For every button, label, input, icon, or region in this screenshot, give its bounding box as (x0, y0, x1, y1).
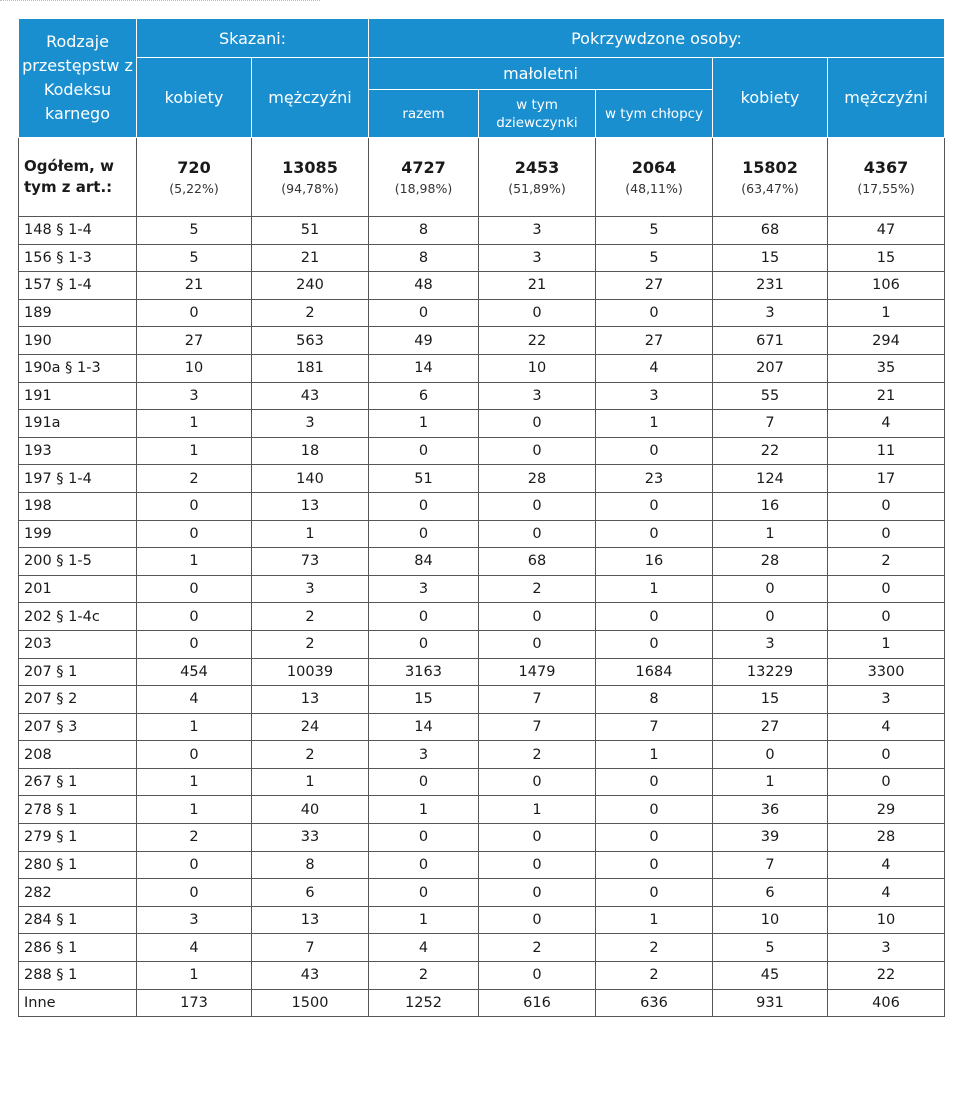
table-cell: 13 (252, 686, 369, 714)
table-cell: 2 (137, 824, 252, 852)
table-cell: 21 (252, 244, 369, 272)
total-row (19, 138, 945, 217)
total-row-label: Ogółem, w tym z art.: (19, 138, 137, 217)
table-cell: 0 (369, 520, 479, 548)
table-cell: 1252 (369, 989, 479, 1017)
table-cell: 0 (369, 630, 479, 658)
table-cell: 0 (596, 768, 713, 796)
article-label: 197 § 1-4 (19, 465, 137, 493)
table-cell: 4 (828, 879, 945, 907)
table-cell: 1 (596, 906, 713, 934)
table-cell: 2 (137, 465, 252, 493)
table-row (19, 410, 945, 438)
article-label: 286 § 1 (19, 934, 137, 962)
total-percentage: (63,47%) (741, 181, 799, 196)
table-cell: 0 (828, 741, 945, 769)
table-cell: 27 (596, 272, 713, 300)
minors-header: małoletni (369, 58, 713, 90)
table-cell: 21 (137, 272, 252, 300)
table-cell: 0 (713, 603, 828, 631)
table-cell: 0 (479, 520, 596, 548)
table-cell: 8 (596, 686, 713, 714)
table-cell: 0 (137, 603, 252, 631)
total-percentage: (5,22%) (169, 181, 219, 196)
table-cell: 7 (479, 686, 596, 714)
table-cell: 3163 (369, 658, 479, 686)
article-label: 199 (19, 520, 137, 548)
table-row (19, 603, 945, 631)
total-cell (137, 138, 252, 217)
table-cell: 8 (252, 851, 369, 879)
table-row (19, 299, 945, 327)
table-cell: 84 (369, 548, 479, 576)
crime-statistics-table (18, 18, 945, 1017)
table-cell: 0 (596, 603, 713, 631)
article-label: 156 § 1-3 (19, 244, 137, 272)
table-cell: 28 (479, 465, 596, 493)
table-cell: 0 (479, 630, 596, 658)
table-cell: 5 (713, 934, 828, 962)
table-cell: 1 (596, 410, 713, 438)
table-cell: 68 (479, 548, 596, 576)
table-cell: 2 (596, 962, 713, 990)
total-percentage: (51,89%) (508, 181, 566, 196)
table-cell: 240 (252, 272, 369, 300)
table-cell: 3 (137, 382, 252, 410)
table-cell: 68 (713, 217, 828, 245)
table-row (19, 658, 945, 686)
article-label: 191a (19, 410, 137, 438)
table-cell: 22 (479, 327, 596, 355)
table-cell: 140 (252, 465, 369, 493)
table-cell: 3 (479, 217, 596, 245)
table-cell: 43 (252, 962, 369, 990)
table-row (19, 851, 945, 879)
article-label: 284 § 1 (19, 906, 137, 934)
article-label: 198 (19, 492, 137, 520)
table-cell: 48 (369, 272, 479, 300)
table-cell: 0 (828, 575, 945, 603)
top-dotted-rule (0, 0, 320, 5)
table-cell: 22 (713, 437, 828, 465)
total-value: 4727 (401, 158, 446, 177)
table-cell: 5 (137, 244, 252, 272)
minors-girls-header: w tym dziewczynki (479, 90, 596, 138)
total-value: 4367 (863, 158, 909, 177)
total-cell (713, 138, 828, 217)
table-cell: 21 (828, 382, 945, 410)
total-value: 2064 (631, 158, 677, 177)
table-row (19, 465, 945, 493)
table-row (19, 741, 945, 769)
table-cell: 0 (479, 962, 596, 990)
table-cell: 3 (369, 575, 479, 603)
article-label: 208 (19, 741, 137, 769)
table-cell: 6 (252, 879, 369, 907)
table-cell: 36 (713, 796, 828, 824)
total-value: 720 (177, 158, 211, 177)
victims-women-header: kobiety (713, 58, 828, 138)
table-cell: 5 (596, 244, 713, 272)
table-row (19, 575, 945, 603)
table-cell: 3 (828, 686, 945, 714)
table-cell: 106 (828, 272, 945, 300)
table-header (19, 19, 945, 138)
table-cell: 0 (713, 575, 828, 603)
table-cell: 51 (369, 465, 479, 493)
table-cell: 1 (369, 906, 479, 934)
table-cell: 2 (252, 741, 369, 769)
table-cell: 3 (479, 244, 596, 272)
table-cell: 2 (596, 934, 713, 962)
table-cell: 0 (479, 824, 596, 852)
table-row (19, 879, 945, 907)
table-cell: 0 (828, 603, 945, 631)
table-cell: 27 (713, 713, 828, 741)
table-cell: 3 (252, 575, 369, 603)
table-cell: 1 (596, 741, 713, 769)
table-cell: 0 (828, 520, 945, 548)
table-cell: 0 (596, 879, 713, 907)
article-label: 207 § 2 (19, 686, 137, 714)
table-cell: 0 (596, 796, 713, 824)
convicted-women-header: kobiety (137, 58, 252, 138)
table-cell: 16 (596, 548, 713, 576)
article-label: 201 (19, 575, 137, 603)
table-row (19, 796, 945, 824)
convicted-header: Skazani: (137, 19, 369, 58)
table-cell: 1 (137, 713, 252, 741)
table-cell: 1 (137, 796, 252, 824)
table-row (19, 548, 945, 576)
table-cell: 10 (137, 354, 252, 382)
table-cell: 3 (137, 906, 252, 934)
article-label: 207 § 3 (19, 713, 137, 741)
table-row (19, 962, 945, 990)
article-label: 202 § 1-4c (19, 603, 137, 631)
table-cell: 0 (369, 851, 479, 879)
table-cell: 7 (713, 410, 828, 438)
article-label: 279 § 1 (19, 824, 137, 852)
table-row (19, 686, 945, 714)
article-label: 282 (19, 879, 137, 907)
table-cell: 1 (479, 796, 596, 824)
article-label: 191 (19, 382, 137, 410)
total-cell (369, 138, 479, 217)
victims-men-header: mężczyźni (828, 58, 945, 138)
table-cell: 0 (828, 768, 945, 796)
total-percentage: (94,78%) (281, 181, 339, 196)
table-cell: 0 (369, 768, 479, 796)
table-cell: 27 (137, 327, 252, 355)
table-cell: 73 (252, 548, 369, 576)
table-row (19, 630, 945, 658)
table-cell: 4 (137, 934, 252, 962)
table-cell: 10 (479, 354, 596, 382)
table-cell: 10039 (252, 658, 369, 686)
table-row (19, 906, 945, 934)
table-row (19, 327, 945, 355)
table-row (19, 520, 945, 548)
table-cell: 27 (596, 327, 713, 355)
table-cell: 1 (369, 410, 479, 438)
total-cell (828, 138, 945, 217)
table-cell: 1 (137, 410, 252, 438)
table-cell: 406 (828, 989, 945, 1017)
table-cell: 0 (137, 741, 252, 769)
table-cell: 39 (713, 824, 828, 852)
table-cell: 616 (479, 989, 596, 1017)
table-cell: 23 (596, 465, 713, 493)
table-cell: 0 (596, 824, 713, 852)
article-label: 190 (19, 327, 137, 355)
table-cell: 21 (479, 272, 596, 300)
table-cell: 35 (828, 354, 945, 382)
table-row (19, 354, 945, 382)
table-cell: 0 (479, 906, 596, 934)
table-cell: 4 (137, 686, 252, 714)
table-cell: 1684 (596, 658, 713, 686)
table-row (19, 272, 945, 300)
table-cell: 671 (713, 327, 828, 355)
table-cell: 45 (713, 962, 828, 990)
article-label: 267 § 1 (19, 768, 137, 796)
table-cell: 0 (137, 851, 252, 879)
table-cell: 0 (369, 299, 479, 327)
table-cell: 173 (137, 989, 252, 1017)
table-row (19, 934, 945, 962)
table-cell: 10 (828, 906, 945, 934)
table-cell: 7 (252, 934, 369, 962)
table-cell: 636 (596, 989, 713, 1017)
table-cell: 454 (137, 658, 252, 686)
table-cell: 16 (713, 492, 828, 520)
table-cell: 0 (596, 299, 713, 327)
table-cell: 207 (713, 354, 828, 382)
table-cell: 1 (713, 768, 828, 796)
table-cell: 3 (828, 934, 945, 962)
table-cell: 0 (137, 299, 252, 327)
table-cell: 1 (713, 520, 828, 548)
table-cell: 1 (137, 437, 252, 465)
table-row (19, 824, 945, 852)
article-label: 148 § 1-4 (19, 217, 137, 245)
table-cell: 1 (137, 768, 252, 796)
table-cell: 3 (369, 741, 479, 769)
table-cell: 2 (828, 548, 945, 576)
victims-header: Pokrzywdzone osoby: (369, 19, 945, 58)
table-cell: 2 (252, 630, 369, 658)
table-cell: 40 (252, 796, 369, 824)
table-cell: 0 (479, 603, 596, 631)
table-cell: 28 (713, 548, 828, 576)
row-label-header: Rodzaje przestępstw z Kodeksu karnego (19, 19, 137, 138)
table-cell: 13 (252, 906, 369, 934)
table-cell: 124 (713, 465, 828, 493)
table-cell: 0 (479, 437, 596, 465)
table-cell: 0 (479, 299, 596, 327)
table-cell: 931 (713, 989, 828, 1017)
table-cell: 14 (369, 354, 479, 382)
table-cell: 2 (479, 741, 596, 769)
table-cell: 2 (252, 299, 369, 327)
table-cell: 17 (828, 465, 945, 493)
article-label: 193 (19, 437, 137, 465)
table-cell: 4 (828, 410, 945, 438)
table-cell: 231 (713, 272, 828, 300)
table-cell: 4 (828, 713, 945, 741)
total-percentage: (17,55%) (857, 181, 915, 196)
table-cell: 5 (596, 217, 713, 245)
table-cell: 1 (252, 768, 369, 796)
table-row (19, 989, 945, 1017)
table-cell: 1 (828, 630, 945, 658)
table-cell: 7 (596, 713, 713, 741)
table-cell: 2 (479, 934, 596, 962)
table-cell: 0 (137, 520, 252, 548)
table-cell: 0 (479, 768, 596, 796)
total-cell (596, 138, 713, 217)
table-body (19, 138, 945, 1017)
article-label: 288 § 1 (19, 962, 137, 990)
table-cell: 47 (828, 217, 945, 245)
article-label: 278 § 1 (19, 796, 137, 824)
total-cell (252, 138, 369, 217)
table-cell: 11 (828, 437, 945, 465)
total-percentage: (18,98%) (394, 181, 453, 196)
article-label: 200 § 1-5 (19, 548, 137, 576)
table-cell: 1 (369, 796, 479, 824)
table-cell: 0 (713, 741, 828, 769)
table-cell: 10 (713, 906, 828, 934)
table-cell: 4 (369, 934, 479, 962)
table-cell: 1479 (479, 658, 596, 686)
article-label: 207 § 1 (19, 658, 137, 686)
total-cell (479, 138, 596, 217)
table-cell: 0 (479, 410, 596, 438)
table-row (19, 244, 945, 272)
table-cell: 28 (828, 824, 945, 852)
table-cell: 6 (369, 382, 479, 410)
table-cell: 49 (369, 327, 479, 355)
table-cell: 7 (713, 851, 828, 879)
total-value: 2453 (514, 158, 560, 177)
table-cell: 15 (713, 244, 828, 272)
convicted-men-header: mężczyźni (252, 58, 369, 138)
table-cell: 1 (137, 962, 252, 990)
table-cell: 1 (828, 299, 945, 327)
minors-total-header: razem (369, 90, 479, 138)
table-cell: 0 (596, 520, 713, 548)
total-percentage: (48,11%) (625, 181, 683, 196)
table-cell: 0 (137, 492, 252, 520)
table-cell: 3300 (828, 658, 945, 686)
table-row (19, 217, 945, 245)
table-row (19, 492, 945, 520)
table-cell: 8 (369, 244, 479, 272)
table-cell: 33 (252, 824, 369, 852)
table-cell: 0 (369, 824, 479, 852)
table-cell: 1500 (252, 989, 369, 1017)
table-cell: 1 (252, 520, 369, 548)
table-cell: 51 (252, 217, 369, 245)
table-cell: 2 (479, 575, 596, 603)
table-cell: 3 (479, 382, 596, 410)
table-cell: 3 (252, 410, 369, 438)
table-cell: 0 (479, 851, 596, 879)
table-cell: 2 (252, 603, 369, 631)
table-cell: 0 (479, 879, 596, 907)
article-label: 189 (19, 299, 137, 327)
table-cell: 0 (137, 630, 252, 658)
table-cell: 15 (713, 686, 828, 714)
table-cell: 5 (137, 217, 252, 245)
table-cell: 0 (137, 879, 252, 907)
table-cell: 2 (369, 962, 479, 990)
table-cell: 8 (369, 217, 479, 245)
table-cell: 0 (596, 437, 713, 465)
table-row (19, 713, 945, 741)
table-cell: 0 (828, 492, 945, 520)
table-cell: 55 (713, 382, 828, 410)
article-label: 157 § 1-4 (19, 272, 137, 300)
minors-boys-header: w tym chłopcy (596, 90, 713, 138)
table-cell: 14 (369, 713, 479, 741)
total-value: 13085 (282, 158, 338, 177)
table-cell: 3 (596, 382, 713, 410)
total-value: 15802 (742, 158, 798, 177)
table-cell: 181 (252, 354, 369, 382)
table-cell: 18 (252, 437, 369, 465)
table-cell: 0 (479, 492, 596, 520)
table-cell: 29 (828, 796, 945, 824)
table-cell: 6 (713, 879, 828, 907)
article-label: 190a § 1-3 (19, 354, 137, 382)
table-cell: 24 (252, 713, 369, 741)
table-row (19, 382, 945, 410)
table-cell: 0 (369, 437, 479, 465)
table-cell: 15 (369, 686, 479, 714)
table-cell: 0 (369, 492, 479, 520)
table-cell: 7 (479, 713, 596, 741)
table-cell: 0 (369, 603, 479, 631)
article-label: Inne (19, 989, 137, 1017)
table-cell: 0 (596, 630, 713, 658)
article-label: 203 (19, 630, 137, 658)
table-cell: 1 (596, 575, 713, 603)
table-cell: 0 (137, 575, 252, 603)
table-cell: 3 (713, 299, 828, 327)
article-label: 280 § 1 (19, 851, 137, 879)
table-cell: 0 (596, 851, 713, 879)
table-cell: 43 (252, 382, 369, 410)
table-cell: 1 (137, 548, 252, 576)
table-row (19, 437, 945, 465)
table-cell: 22 (828, 962, 945, 990)
table-cell: 4 (596, 354, 713, 382)
table-cell: 294 (828, 327, 945, 355)
table-cell: 0 (596, 492, 713, 520)
table-row (19, 768, 945, 796)
table-cell: 4 (828, 851, 945, 879)
table-cell: 13 (252, 492, 369, 520)
table-cell: 15 (828, 244, 945, 272)
table-cell: 13229 (713, 658, 828, 686)
table-cell: 0 (369, 879, 479, 907)
table-cell: 3 (713, 630, 828, 658)
table-cell: 563 (252, 327, 369, 355)
